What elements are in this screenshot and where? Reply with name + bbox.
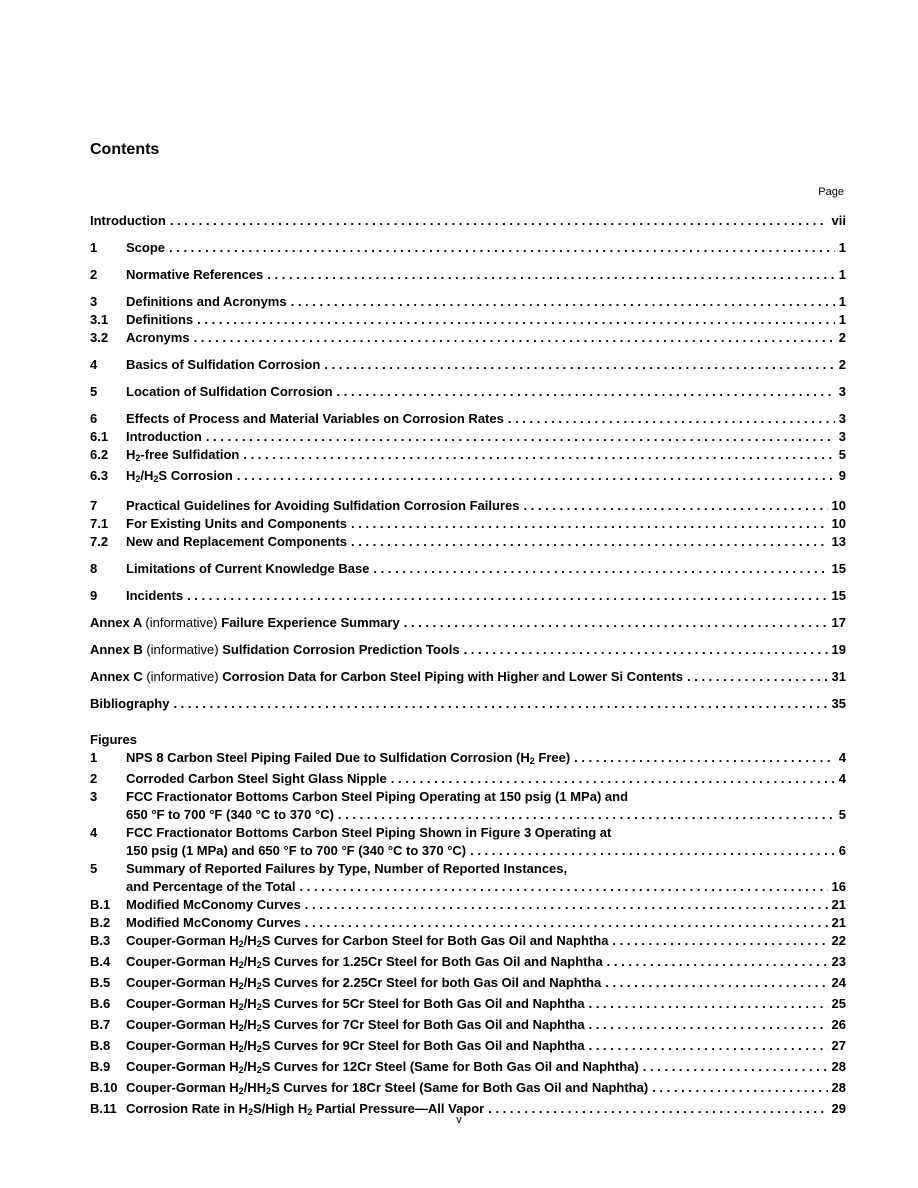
entry-page: 1: [838, 267, 846, 282]
entry-number: B.1: [90, 897, 111, 912]
entry-number: B.7: [90, 1017, 111, 1032]
entry-number: 9: [90, 588, 98, 603]
entry-page: 31: [831, 669, 846, 684]
figure-entry[interactable]: [90, 1016, 846, 1037]
entry-title: Modified McConomy Curves: [126, 897, 301, 912]
toc-entry[interactable]: [90, 428, 846, 446]
entry-page: 21: [831, 897, 846, 912]
entry-title: 150 psig (1 MPa) and 650 °F to 700 °F (340 °C to 370 °C): [126, 843, 467, 858]
entry-number: B.4: [90, 954, 111, 969]
entry-page: 15: [831, 561, 846, 576]
dot-leader: [206, 428, 835, 446]
entry-number: B.3: [90, 933, 111, 948]
dot-leader: [652, 1079, 827, 1097]
entry-number: B.9: [90, 1059, 111, 1074]
entry-page: 2: [838, 357, 846, 372]
entry-number: 8: [90, 561, 98, 576]
dot-leader: [267, 266, 834, 284]
dot-leader: [687, 668, 828, 686]
toc-entry[interactable]: [90, 329, 846, 347]
entry-page: 24: [831, 975, 846, 990]
figure-entry[interactable]: [90, 1058, 846, 1079]
dot-leader: [300, 878, 828, 896]
figure-entry[interactable]: [90, 896, 846, 914]
dot-leader: [470, 842, 835, 860]
annex-title: Sulfidation Corrosion Prediction Tools: [222, 642, 460, 657]
entry-page: 10: [831, 498, 846, 513]
toc-entry[interactable]: [90, 212, 846, 230]
entry-title: Acronyms: [126, 330, 190, 345]
dot-leader: [291, 293, 835, 311]
toc-entry[interactable]: [90, 515, 846, 533]
entry-number: 5: [90, 384, 98, 399]
entry-page: 4: [838, 750, 846, 765]
entry-title: New and Replacement Components: [126, 534, 348, 549]
dot-leader: [508, 410, 835, 428]
page-column-label: Page: [818, 186, 844, 198]
annex-informative: (informative): [146, 642, 223, 657]
toc-entry[interactable]: [90, 383, 846, 401]
entry-page: 22: [831, 933, 846, 948]
entry-title: Couper-Gorman $H_2/HH_2S$ Curves for 18Cr Steel (Same for Both Gas Oil and Naphtha): [126, 1080, 649, 1096]
entry-title: Couper-Gorman $H_2/H_2S$ Curves for 7Cr Steel for Both Gas Oil and Naphtha: [126, 1017, 585, 1033]
toc-entry[interactable]: [90, 293, 846, 311]
entry-title: $H_2/H_2S$ Corrosion: [126, 468, 233, 484]
annex-informative: (informative): [145, 615, 222, 630]
dot-leader: [237, 467, 835, 485]
entry-page: 25: [831, 996, 846, 1011]
entry-number: 3: [90, 789, 98, 804]
entry-number: B.5: [90, 975, 111, 990]
entry-page: 4: [838, 771, 846, 786]
entry-title: Corroded Carbon Steel Sight Glass Nipple: [126, 771, 387, 786]
figure-entry[interactable]: [90, 770, 846, 788]
annex-label: Annex B: [90, 642, 147, 657]
dot-leader: [324, 356, 834, 374]
entry-title: Couper-Gorman $H_2/H_2S$ Curves for 2.25Cr Steel for both Gas Oil and Naphtha: [126, 975, 602, 991]
figure-entry-line[interactable]: [90, 788, 846, 806]
figure-entry[interactable]: [90, 1079, 846, 1100]
dot-leader: [589, 1037, 828, 1055]
toc-entry[interactable]: [90, 497, 846, 515]
entry-title: FCC Fractionator Bottoms Carbon Steel Piping Shown in Figure 3 Operating at: [126, 825, 612, 840]
entry-title: Practical Guidelines for Avoiding Sulfidation Corrosion Failures: [126, 498, 520, 513]
entry-number: B.8: [90, 1038, 111, 1053]
entry-page: 21: [831, 915, 846, 930]
entry-title: Basics of Sulfidation Corrosion: [126, 357, 321, 372]
entry-page: 15: [831, 588, 846, 603]
dot-leader: [523, 497, 827, 515]
dot-leader: [404, 614, 828, 632]
entry-title: Incidents: [126, 588, 184, 603]
toc-entry[interactable]: [90, 311, 846, 329]
dot-leader: [574, 749, 835, 767]
figure-entry[interactable]: [90, 932, 846, 953]
entry-title: [90, 614, 400, 632]
entry-title: Couper-Gorman $H_2/H_2S$ Curves for 9Cr Steel for Both Gas Oil and Naphtha: [126, 1038, 585, 1054]
page-number-footer: v: [456, 1114, 462, 1126]
toc-entry[interactable]: [90, 266, 846, 284]
entry-number: 1: [90, 750, 98, 765]
annex-label: Annex A: [90, 615, 146, 630]
toc-entry[interactable]: [90, 587, 846, 605]
entry-page: 28: [831, 1059, 846, 1074]
entry-title: Corrosion Rate in $H_2S$/High $H_2$ Partial Pressure—All Vapor: [126, 1101, 485, 1117]
entry-number: 4: [90, 357, 98, 372]
entry-title: Scope: [126, 240, 166, 255]
figure-entry[interactable]: [90, 914, 846, 932]
entry-number: 4: [90, 825, 98, 840]
dot-leader: [373, 560, 827, 578]
figure-entry[interactable]: [90, 1037, 846, 1058]
dot-leader: [169, 239, 835, 257]
dot-leader: [391, 770, 835, 788]
toc-entry[interactable]: [90, 560, 846, 578]
toc-entry[interactable]: [90, 356, 846, 374]
entry-title: 650 °F to 700 °F (340 °C to 370 °C): [126, 807, 334, 822]
bibliography-entry[interactable]: [90, 695, 846, 713]
entry-title: Definitions and Acronyms: [126, 294, 287, 309]
figures-heading: Figures: [90, 732, 137, 747]
dot-leader: [612, 932, 827, 950]
entry-title: and Percentage of the Total: [126, 879, 296, 894]
dot-leader: [305, 914, 828, 932]
entry-title: Limitations of Current Knowledge Base: [126, 561, 370, 576]
entry-title: Bibliography: [90, 696, 170, 711]
dot-leader: [338, 806, 835, 824]
entry-page: 1: [838, 240, 846, 255]
dot-leader: [643, 1058, 828, 1076]
dot-leader: [173, 695, 827, 713]
toc-entry[interactable]: [90, 239, 846, 257]
entry-number: 7.1: [90, 516, 109, 531]
entry-number: 6.1: [90, 429, 109, 444]
toc-entry[interactable]: [90, 446, 846, 467]
entry-page: 3: [838, 411, 846, 426]
entry-number: 6: [90, 411, 98, 426]
entry-page: 5: [838, 807, 846, 822]
dot-leader: [589, 1016, 828, 1034]
dot-leader: [305, 896, 828, 914]
entry-page: 2: [838, 330, 846, 345]
entry-title: Couper-Gorman $H_2/H_2S$ Curves for 5Cr Steel for Both Gas Oil and Naphtha: [126, 996, 585, 1012]
entry-number: B.2: [90, 915, 111, 930]
figure-entry[interactable]: [90, 806, 846, 824]
entry-page: 13: [831, 534, 846, 549]
annex-informative: (informative): [146, 669, 223, 684]
entry-title: Effects of Process and Material Variables on Corrosion Rates: [126, 411, 504, 426]
figure-entry-line[interactable]: [90, 824, 846, 842]
entry-number: 2: [90, 771, 98, 786]
entry-page: 1: [838, 294, 846, 309]
entry-title: Couper-Gorman $H_2/H_2S$ Curves for 1.25Cr Steel for Both Gas Oil and Naphtha: [126, 954, 603, 970]
entry-title: Definitions: [126, 312, 194, 327]
entry-title: Summary of Reported Failures by Type, Number of Reported Instances,: [126, 861, 568, 876]
entry-page: 3: [838, 384, 846, 399]
toc-entry[interactable]: [90, 410, 846, 428]
entry-page: vii: [831, 213, 846, 228]
entry-title: Introduction: [90, 213, 166, 228]
entry-title: Introduction: [126, 429, 202, 444]
entry-page: 6: [838, 843, 846, 858]
dot-leader: [170, 212, 828, 230]
entry-title: Modified McConomy Curves: [126, 915, 301, 930]
annex-entry[interactable]: [90, 668, 846, 686]
entry-title: Couper-Gorman $H_2/H_2S$ Curves for 12Cr Steel (Same for Both Gas Oil and Naphtha): [126, 1059, 639, 1075]
figure-entry[interactable]: [90, 749, 846, 770]
annex-title: Corrosion Data for Carbon Steel Piping with Higher and Lower Si Contents: [222, 669, 684, 684]
page-title: Contents: [90, 141, 160, 158]
figure-entry[interactable]: [90, 995, 846, 1016]
entry-number: 6.2: [90, 447, 109, 462]
entry-page: 17: [831, 615, 846, 630]
entry-page: 35: [831, 696, 846, 711]
dot-leader: [197, 311, 835, 329]
entry-page: 5: [838, 447, 846, 462]
entry-number: 3.1: [90, 312, 109, 327]
table-of-contents: [90, 212, 846, 1121]
entry-page: 3: [838, 429, 846, 444]
dot-leader: [605, 974, 827, 992]
figure-entry[interactable]: [90, 974, 846, 995]
entry-number: B.10: [90, 1080, 118, 1095]
entry-number: 1: [90, 240, 98, 255]
entry-title: FCC Fractionator Bottoms Carbon Steel Piping Operating at 150 psig (1 MPa) and: [126, 789, 629, 804]
dot-leader: [607, 953, 828, 971]
dot-leader: [351, 533, 827, 551]
figure-entry[interactable]: [90, 842, 846, 860]
figure-entry-line[interactable]: [90, 860, 846, 878]
entry-title: Normative References: [126, 267, 264, 282]
toc-entry[interactable]: [90, 533, 846, 551]
dot-leader: [187, 587, 827, 605]
annex-entry[interactable]: [90, 614, 846, 632]
dot-leader: [351, 515, 828, 533]
entry-page: 9: [838, 468, 846, 483]
figure-entry[interactable]: [90, 878, 846, 896]
dot-leader: [243, 446, 834, 464]
dot-leader: [589, 995, 828, 1013]
entry-page: 27: [831, 1038, 846, 1053]
entry-title: NPS 8 Carbon Steel Piping Failed Due to Sulfidation Corrosion ($H_2$ Free): [126, 750, 571, 766]
entry-page: 1: [838, 312, 846, 327]
entry-number: B.11: [90, 1101, 117, 1116]
entry-title: For Existing Units and Components: [126, 516, 348, 531]
entry-page: 29: [831, 1101, 846, 1116]
entry-number: 3: [90, 294, 98, 309]
annex-label: Annex C: [90, 669, 147, 684]
entry-number: 7: [90, 498, 98, 513]
toc-entry[interactable]: [90, 467, 846, 488]
entry-page: 26: [831, 1017, 846, 1032]
annex-title: Failure Experience Summary: [221, 615, 400, 630]
entry-number: 2: [90, 267, 98, 282]
entry-title: $H_2$-free Sulfidation: [126, 447, 240, 463]
dot-leader: [337, 383, 835, 401]
entry-page: 23: [831, 954, 846, 969]
entry-number: 5: [90, 861, 98, 876]
entry-title: [90, 668, 683, 686]
entry-number: B.6: [90, 996, 111, 1011]
entry-number: 7.2: [90, 534, 109, 549]
entry-page: 16: [831, 879, 846, 894]
entry-title: Location of Sulfidation Corrosion: [126, 384, 333, 399]
entry-page: 28: [831, 1080, 846, 1095]
entry-number: 6.3: [90, 468, 109, 483]
entry-title: [90, 641, 460, 659]
entry-page: 19: [831, 642, 846, 657]
entry-page: 10: [831, 516, 846, 531]
dot-leader: [464, 641, 828, 659]
entry-title: Couper-Gorman $H_2/H_2S$ Curves for Carbon Steel for Both Gas Oil and Naphtha: [126, 933, 609, 949]
figure-entry[interactable]: [90, 953, 846, 974]
dot-leader: [194, 329, 835, 347]
annex-entry[interactable]: [90, 641, 846, 659]
entry-number: 3.2: [90, 330, 109, 345]
